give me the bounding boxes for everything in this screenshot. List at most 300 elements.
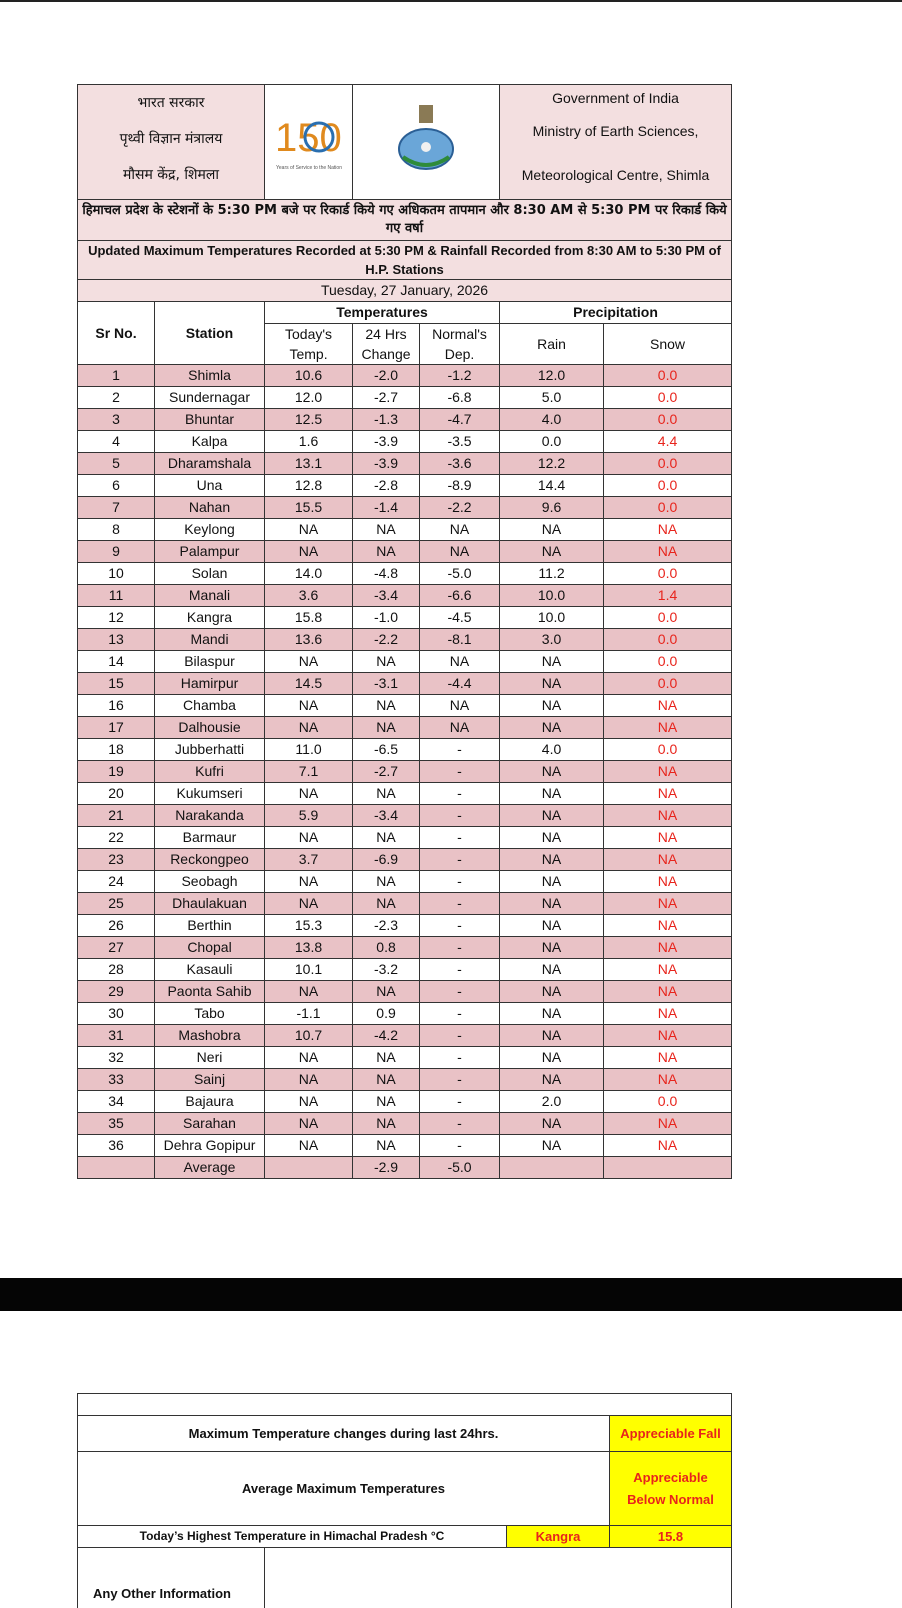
cell-sr-no: 35 <box>78 1113 155 1135</box>
cell-normal-dep: NA <box>420 651 500 673</box>
cell-normal-dep: -6.6 <box>420 585 500 607</box>
cell-snow: 0.0 <box>604 651 732 673</box>
station-row <box>78 431 732 453</box>
cell-today-temp: 1.6 <box>265 431 353 453</box>
cell-today-temp: NA <box>265 893 353 915</box>
imd-150-logo <box>269 99 349 179</box>
cell-sr-no: 6 <box>78 475 155 497</box>
cell-24hrs-change: NA <box>353 541 420 563</box>
cell-snow: NA <box>604 519 732 541</box>
cell-today-temp: 7.1 <box>265 761 353 783</box>
cell-sr-no: 18 <box>78 739 155 761</box>
cell-normal-dep: -2.2 <box>420 497 500 519</box>
cell-snow: NA <box>604 981 732 1003</box>
cell-sr-no: 23 <box>78 849 155 871</box>
cell-today-temp: 13.8 <box>265 937 353 959</box>
other-info-label: Any Other Information <box>78 1548 265 1608</box>
cell-24hrs-change: -3.9 <box>353 453 420 475</box>
cell-snow: 0.0 <box>604 563 732 585</box>
cell-normal-dep: NA <box>420 717 500 739</box>
cell-today-temp: 10.1 <box>265 959 353 981</box>
english-header <box>500 85 732 200</box>
cell-station: Neri <box>155 1047 265 1069</box>
cell-24hrs-change: NA <box>353 695 420 717</box>
cell-station: Kukumseri <box>155 783 265 805</box>
cell-station: Dehra Gopipur <box>155 1135 265 1157</box>
cell-today-temp: 15.8 <box>265 607 353 629</box>
cell-normal-dep: -4.5 <box>420 607 500 629</box>
cell-today-temp: NA <box>265 651 353 673</box>
cell-rain: NA <box>500 849 604 871</box>
cell-24hrs-change: -3.2 <box>353 959 420 981</box>
avg-max-value-line-1: Appreciable <box>633 1469 708 1485</box>
cell-sr-no: 8 <box>78 519 155 541</box>
station-row <box>78 739 732 761</box>
cell-rain: 0.0 <box>500 431 604 453</box>
cell-rain: NA <box>500 761 604 783</box>
cell-rain: NA <box>500 981 604 1003</box>
cell-snow: NA <box>604 717 732 739</box>
cell-sr-no: 28 <box>78 959 155 981</box>
station-row <box>78 453 732 475</box>
cell-normal-dep: - <box>420 783 500 805</box>
cell-rain: NA <box>500 959 604 981</box>
station-row <box>78 695 732 717</box>
cell-snow: NA <box>604 1025 732 1047</box>
cell-snow: 0.0 <box>604 673 732 695</box>
cell-rain: NA <box>500 1113 604 1135</box>
hindi-line-1: भारत सरकार <box>137 95 205 111</box>
average-dep: -5.0 <box>420 1157 500 1179</box>
cell-snow: 0.0 <box>604 409 732 431</box>
cell-sr-no: 15 <box>78 673 155 695</box>
cell-24hrs-change: -4.2 <box>353 1025 420 1047</box>
highest-temp-station: Kangra <box>507 1526 610 1548</box>
cell-normal-dep: - <box>420 1135 500 1157</box>
cell-snow: 0.0 <box>604 497 732 519</box>
cell-station: Barmaur <box>155 827 265 849</box>
cell-sr-no: 33 <box>78 1069 155 1091</box>
cell-station: Manali <box>155 585 265 607</box>
cell-rain: 12.2 <box>500 453 604 475</box>
cell-today-temp: NA <box>265 1135 353 1157</box>
cell-snow: NA <box>604 1135 732 1157</box>
cell-today-temp: 15.3 <box>265 915 353 937</box>
station-row <box>78 541 732 563</box>
cell-today-temp: NA <box>265 1047 353 1069</box>
cell-sr-no: 10 <box>78 563 155 585</box>
cell-normal-dep: - <box>420 849 500 871</box>
cell-rain: 4.0 <box>500 409 604 431</box>
cell-rain: NA <box>500 827 604 849</box>
cell-sr-no: 32 <box>78 1047 155 1069</box>
cell-rain: NA <box>500 915 604 937</box>
station-row <box>78 519 732 541</box>
cell-snow: 0.0 <box>604 739 732 761</box>
cell-today-temp: 14.5 <box>265 673 353 695</box>
cell-today-temp: 13.6 <box>265 629 353 651</box>
cell-station: Keylong <box>155 519 265 541</box>
cell-rain: 10.0 <box>500 585 604 607</box>
station-row <box>78 915 732 937</box>
cell-snow: NA <box>604 805 732 827</box>
cell-snow: NA <box>604 915 732 937</box>
cell-station: Sarahan <box>155 1113 265 1135</box>
station-row <box>78 717 732 739</box>
max-change-label: Maximum Temperature changes during last 24hrs. <box>78 1416 610 1452</box>
col-snow: Snow <box>604 324 732 365</box>
cell-sr-no: 17 <box>78 717 155 739</box>
summary-table <box>77 1393 732 1608</box>
cell-sr-no: 26 <box>78 915 155 937</box>
station-row <box>78 563 732 585</box>
cell-sr-no: 13 <box>78 629 155 651</box>
english-line-2: Ministry of Earth Sciences, <box>532 123 699 139</box>
cell-normal-dep: - <box>420 827 500 849</box>
station-row <box>78 959 732 981</box>
cell-rain: NA <box>500 937 604 959</box>
cell-snow: 0.0 <box>604 475 732 497</box>
cell-snow: 4.4 <box>604 431 732 453</box>
cell-station: Chopal <box>155 937 265 959</box>
cell-24hrs-change: -3.4 <box>353 585 420 607</box>
cell-sr-no: 22 <box>78 827 155 849</box>
cell-station: Dharamshala <box>155 453 265 475</box>
cell-today-temp: NA <box>265 871 353 893</box>
hindi-header <box>78 85 265 200</box>
cell-sr-no: 20 <box>78 783 155 805</box>
cell-24hrs-change: -2.3 <box>353 915 420 937</box>
cell-24hrs-change: -2.2 <box>353 629 420 651</box>
cell-24hrs-change: -6.9 <box>353 849 420 871</box>
cell-normal-dep: - <box>420 1003 500 1025</box>
cell-sr-no: 14 <box>78 651 155 673</box>
hindi-title: हिमाचल प्रदेश के स्टेशनों के 5:30 PM बजे पर रिकार्ड किये गए अधिकतम तापमान और 8:30 AM से 5:30 PM पर रिकार्ड किये गए वर्षा <box>78 200 732 241</box>
cell-snow: 0.0 <box>604 453 732 475</box>
cell-normal-dep: - <box>420 959 500 981</box>
highest-temp-value: 15.8 <box>610 1526 732 1548</box>
average-row <box>78 1157 732 1179</box>
emblem-cell <box>353 85 500 200</box>
cell-normal-dep: - <box>420 1047 500 1069</box>
cell-today-temp: 14.0 <box>265 563 353 585</box>
cell-station: Narakanda <box>155 805 265 827</box>
col-rain: Rain <box>500 324 604 365</box>
col-temperatures: Temperatures <box>265 302 500 324</box>
logo-subtitle: Years of Service to the Nation <box>275 165 342 171</box>
cell-station: Chamba <box>155 695 265 717</box>
cell-24hrs-change: -3.9 <box>353 431 420 453</box>
station-row <box>78 475 732 497</box>
col-normal-dep: Normal's Dep. <box>420 324 500 365</box>
imd-emblem-icon <box>391 99 461 179</box>
cell-station: Seobagh <box>155 871 265 893</box>
logo-150-cell <box>265 85 353 200</box>
cell-sr-no: 2 <box>78 387 155 409</box>
report-date: Tuesday, 27 January, 2026 <box>78 280 732 302</box>
cell-normal-dep: -8.9 <box>420 475 500 497</box>
station-row <box>78 783 732 805</box>
cell-rain: NA <box>500 519 604 541</box>
cell-sr-no: 12 <box>78 607 155 629</box>
summary-section <box>77 1393 731 1608</box>
station-row <box>78 1113 732 1135</box>
station-row <box>78 607 732 629</box>
logo-150-digits-text: 150 <box>274 116 342 160</box>
cell-station: Dhaulakuan <box>155 893 265 915</box>
cell-sr-no: 4 <box>78 431 155 453</box>
cell-24hrs-change: NA <box>353 519 420 541</box>
cell-24hrs-change: -2.0 <box>353 365 420 387</box>
cell-snow: NA <box>604 695 732 717</box>
cell-today-temp: NA <box>265 1113 353 1135</box>
cell-station: Kasauli <box>155 959 265 981</box>
cell-snow: 0.0 <box>604 629 732 651</box>
cell-rain: NA <box>500 695 604 717</box>
cell-today-temp: 15.5 <box>265 497 353 519</box>
cell-snow: NA <box>604 849 732 871</box>
report-table <box>77 84 732 1179</box>
cell-today-temp: NA <box>265 981 353 1003</box>
cell-24hrs-change: -1.0 <box>353 607 420 629</box>
cell-sr-no: 3 <box>78 409 155 431</box>
cell-24hrs-change: -4.8 <box>353 563 420 585</box>
cell-normal-dep: -5.0 <box>420 563 500 585</box>
cell-snow: 1.4 <box>604 585 732 607</box>
cell-24hrs-change: NA <box>353 717 420 739</box>
station-row <box>78 1135 732 1157</box>
cell-snow: NA <box>604 871 732 893</box>
cell-station: Paonta Sahib <box>155 981 265 1003</box>
cell-snow: NA <box>604 1113 732 1135</box>
cell-sr-no: 36 <box>78 1135 155 1157</box>
cell-rain: NA <box>500 1003 604 1025</box>
cell-24hrs-change: -3.1 <box>353 673 420 695</box>
cell-sr-no: 19 <box>78 761 155 783</box>
cell-24hrs-change: -2.7 <box>353 761 420 783</box>
cell-rain: NA <box>500 871 604 893</box>
cell-sr-no: 25 <box>78 893 155 915</box>
cell-rain: 2.0 <box>500 1091 604 1113</box>
cell-today-temp: NA <box>265 1091 353 1113</box>
station-row <box>78 805 732 827</box>
station-row <box>78 365 732 387</box>
cell-station: Kalpa <box>155 431 265 453</box>
english-line-1: Government of India <box>552 90 679 106</box>
cell-today-temp: 11.0 <box>265 739 353 761</box>
cell-24hrs-change: NA <box>353 871 420 893</box>
station-row <box>78 387 732 409</box>
cell-sr-no: 30 <box>78 1003 155 1025</box>
cell-station: Bajaura <box>155 1091 265 1113</box>
cell-station: Palampur <box>155 541 265 563</box>
avg-max-value-line-2: Below Normal <box>627 1491 714 1507</box>
cell-today-temp: 12.5 <box>265 409 353 431</box>
cell-today-temp: NA <box>265 827 353 849</box>
station-row <box>78 893 732 915</box>
cell-today-temp: -1.1 <box>265 1003 353 1025</box>
cell-24hrs-change: NA <box>353 1113 420 1135</box>
english-line-3: Meteorological Centre, Shimla <box>521 167 710 183</box>
cell-normal-dep: NA <box>420 519 500 541</box>
cell-snow: 0.0 <box>604 387 732 409</box>
cell-normal-dep: - <box>420 1091 500 1113</box>
cell-24hrs-change: NA <box>353 1091 420 1113</box>
cell-rain: 12.0 <box>500 365 604 387</box>
cell-snow: NA <box>604 937 732 959</box>
cell-normal-dep: - <box>420 1113 500 1135</box>
cell-rain: NA <box>500 717 604 739</box>
cell-normal-dep: -4.4 <box>420 673 500 695</box>
cell-24hrs-change: NA <box>353 1135 420 1157</box>
station-row <box>78 1025 732 1047</box>
cell-normal-dep: -3.5 <box>420 431 500 453</box>
cell-24hrs-change: NA <box>353 1069 420 1091</box>
cell-station: Kufri <box>155 761 265 783</box>
cell-24hrs-change: 0.9 <box>353 1003 420 1025</box>
cell-rain: NA <box>500 1025 604 1047</box>
cell-snow: 0.0 <box>604 607 732 629</box>
black-separator-band <box>0 1278 902 1311</box>
english-title: Updated Maximum Temperatures Recorded at 5:30 PM & Rainfall Recorded from 8:30 AM to 5:30 PM of H.P. Stations <box>78 241 732 280</box>
hindi-line-2: पृथ्वी विज्ञान मंत्रालय <box>119 131 223 147</box>
cell-snow: NA <box>604 1069 732 1091</box>
cell-24hrs-change: NA <box>353 827 420 849</box>
cell-24hrs-change: NA <box>353 1047 420 1069</box>
col-precipitation: Precipitation <box>500 302 732 324</box>
cell-snow: NA <box>604 1003 732 1025</box>
cell-station: Tabo <box>155 1003 265 1025</box>
cell-today-temp: 13.1 <box>265 453 353 475</box>
cell-sr-no: 31 <box>78 1025 155 1047</box>
cell-24hrs-change: -1.4 <box>353 497 420 519</box>
station-row <box>78 1069 732 1091</box>
cell-station: Nahan <box>155 497 265 519</box>
cell-normal-dep: NA <box>420 541 500 563</box>
cell-24hrs-change: NA <box>353 783 420 805</box>
cell-normal-dep: - <box>420 937 500 959</box>
cell-sr-no: 21 <box>78 805 155 827</box>
cell-snow: NA <box>604 541 732 563</box>
cell-24hrs-change: -2.8 <box>353 475 420 497</box>
avg-max-label: Average Maximum Temperatures <box>78 1452 610 1526</box>
station-row <box>78 651 732 673</box>
station-rows <box>78 365 732 1157</box>
station-row <box>78 1047 732 1069</box>
station-row <box>78 871 732 893</box>
avg-max-value <box>610 1452 732 1526</box>
cell-normal-dep: - <box>420 805 500 827</box>
cell-station: Bilaspur <box>155 651 265 673</box>
cell-station: Kangra <box>155 607 265 629</box>
cell-rain: NA <box>500 1135 604 1157</box>
cell-rain: 4.0 <box>500 739 604 761</box>
station-row <box>78 981 732 1003</box>
cell-sr-no: 16 <box>78 695 155 717</box>
cell-snow: 0.0 <box>604 365 732 387</box>
cell-today-temp: NA <box>265 717 353 739</box>
cell-rain: NA <box>500 1047 604 1069</box>
cell-24hrs-change: NA <box>353 893 420 915</box>
station-row <box>78 761 732 783</box>
cell-normal-dep: - <box>420 761 500 783</box>
station-row <box>78 1003 732 1025</box>
cell-today-temp: 10.7 <box>265 1025 353 1047</box>
station-row <box>78 937 732 959</box>
cell-rain: NA <box>500 541 604 563</box>
col-sr-no: Sr No. <box>78 302 155 365</box>
cell-rain: NA <box>500 673 604 695</box>
col-station: Station <box>155 302 265 365</box>
cell-24hrs-change: -1.3 <box>353 409 420 431</box>
cell-normal-dep: -8.1 <box>420 629 500 651</box>
station-row <box>78 849 732 871</box>
cell-normal-dep: - <box>420 1069 500 1091</box>
cell-sr-no: 27 <box>78 937 155 959</box>
cell-today-temp: NA <box>265 519 353 541</box>
cell-rain: NA <box>500 651 604 673</box>
cell-rain: 10.0 <box>500 607 604 629</box>
cell-24hrs-change: 0.8 <box>353 937 420 959</box>
cell-station: Shimla <box>155 365 265 387</box>
cell-station: Dalhousie <box>155 717 265 739</box>
cell-sr-no: 7 <box>78 497 155 519</box>
col-today-temp: Today's Temp. <box>265 324 353 365</box>
cell-rain: 14.4 <box>500 475 604 497</box>
cell-24hrs-change: -6.5 <box>353 739 420 761</box>
highest-temp-label: Today’s Highest Temperature in Himachal Pradesh °C <box>78 1526 507 1548</box>
cell-sr-no: 29 <box>78 981 155 1003</box>
cell-normal-dep: - <box>420 1025 500 1047</box>
cell-station: Sainj <box>155 1069 265 1091</box>
cell-today-temp: NA <box>265 541 353 563</box>
average-label: Average <box>155 1157 265 1179</box>
cell-sr-no: 5 <box>78 453 155 475</box>
top-border-line <box>0 0 902 2</box>
cell-sr-no: 34 <box>78 1091 155 1113</box>
cell-24hrs-change: NA <box>353 981 420 1003</box>
cell-normal-dep: - <box>420 739 500 761</box>
station-row <box>78 629 732 651</box>
cell-normal-dep: -3.6 <box>420 453 500 475</box>
cell-today-temp: 3.7 <box>265 849 353 871</box>
cell-sr-no: 1 <box>78 365 155 387</box>
cell-normal-dep: - <box>420 871 500 893</box>
max-change-value: Appreciable Fall <box>610 1416 732 1452</box>
cell-normal-dep: -6.8 <box>420 387 500 409</box>
cell-rain: 9.6 <box>500 497 604 519</box>
cell-rain: NA <box>500 1069 604 1091</box>
cell-today-temp: 10.6 <box>265 365 353 387</box>
station-row <box>78 585 732 607</box>
cell-today-temp: 12.0 <box>265 387 353 409</box>
cell-station: Berthin <box>155 915 265 937</box>
cell-station: Sundernagar <box>155 387 265 409</box>
station-row <box>78 1091 732 1113</box>
cell-snow: NA <box>604 959 732 981</box>
cell-today-temp: 5.9 <box>265 805 353 827</box>
cell-24hrs-change: -3.4 <box>353 805 420 827</box>
cell-rain: 3.0 <box>500 629 604 651</box>
cell-station: Solan <box>155 563 265 585</box>
station-row <box>78 827 732 849</box>
cell-normal-dep: - <box>420 981 500 1003</box>
cell-sr-no: 24 <box>78 871 155 893</box>
average-change: -2.9 <box>353 1157 420 1179</box>
cell-snow: NA <box>604 893 732 915</box>
cell-normal-dep: -4.7 <box>420 409 500 431</box>
station-row <box>78 409 732 431</box>
